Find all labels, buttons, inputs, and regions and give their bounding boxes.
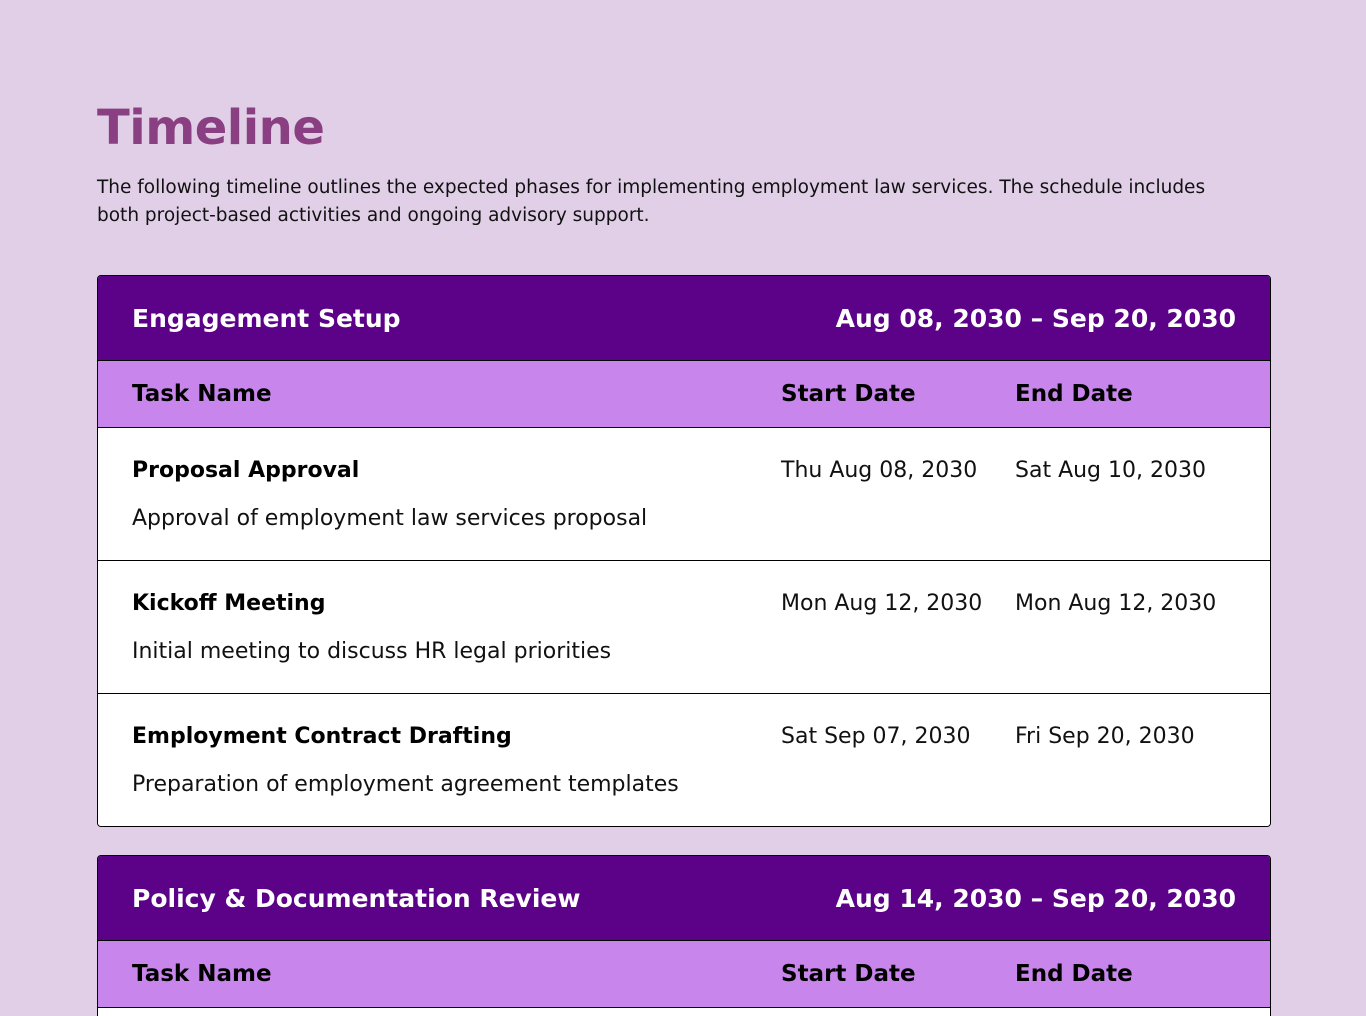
phase-engagement-setup bbox=[97, 275, 1271, 827]
column-header-end: End Date bbox=[1015, 381, 1133, 407]
phase-name: Engagement Setup bbox=[132, 303, 401, 333]
page-title: Timeline bbox=[97, 100, 325, 156]
task-description: Approval of employment law services proposal bbox=[132, 506, 648, 531]
task-name: Employment Contract Drafting bbox=[132, 724, 512, 749]
task-description: Preparation of employment agreement templates bbox=[132, 772, 679, 797]
phase-header bbox=[98, 856, 1270, 941]
column-header-start: Start Date bbox=[781, 381, 916, 407]
column-header-end: End Date bbox=[1015, 961, 1133, 987]
phase-header bbox=[98, 276, 1270, 361]
column-header-start: Start Date bbox=[781, 961, 916, 987]
task-start-date: Thu Aug 08, 2030 bbox=[781, 458, 978, 483]
task-description: Initial meeting to discuss HR legal priorities bbox=[132, 639, 612, 664]
phase-name: Policy & Documentation Review bbox=[132, 883, 581, 913]
column-header-task: Task Name bbox=[132, 961, 272, 987]
column-header-row bbox=[98, 941, 1270, 1008]
table-row bbox=[98, 428, 1270, 561]
task-end-date: Mon Aug 12, 2030 bbox=[1015, 591, 1217, 616]
task-start-date: Sat Sep 07, 2030 bbox=[781, 724, 971, 749]
column-header-row bbox=[98, 361, 1270, 428]
phase-policy-documentation-review bbox=[97, 855, 1271, 1016]
table-row bbox=[98, 1008, 1270, 1016]
task-name: Kickoff Meeting bbox=[132, 591, 326, 616]
column-header-task: Task Name bbox=[132, 381, 272, 407]
task-start-date: Mon Aug 12, 2030 bbox=[781, 591, 983, 616]
table-row bbox=[98, 694, 1270, 826]
table-row bbox=[98, 561, 1270, 694]
task-end-date: Sat Aug 10, 2030 bbox=[1015, 458, 1206, 483]
task-end-date: Fri Sep 20, 2030 bbox=[1015, 724, 1195, 749]
phase-date-range: Aug 08, 2030 – Sep 20, 2030 bbox=[835, 303, 1236, 333]
phase-date-range: Aug 14, 2030 – Sep 20, 2030 bbox=[835, 883, 1236, 913]
intro-paragraph: The following timeline outlines the expected phases for implementing employment law services. The schedule includes both project-based activities and ongoing advisory support. bbox=[97, 177, 1206, 226]
task-name: Proposal Approval bbox=[132, 458, 360, 483]
